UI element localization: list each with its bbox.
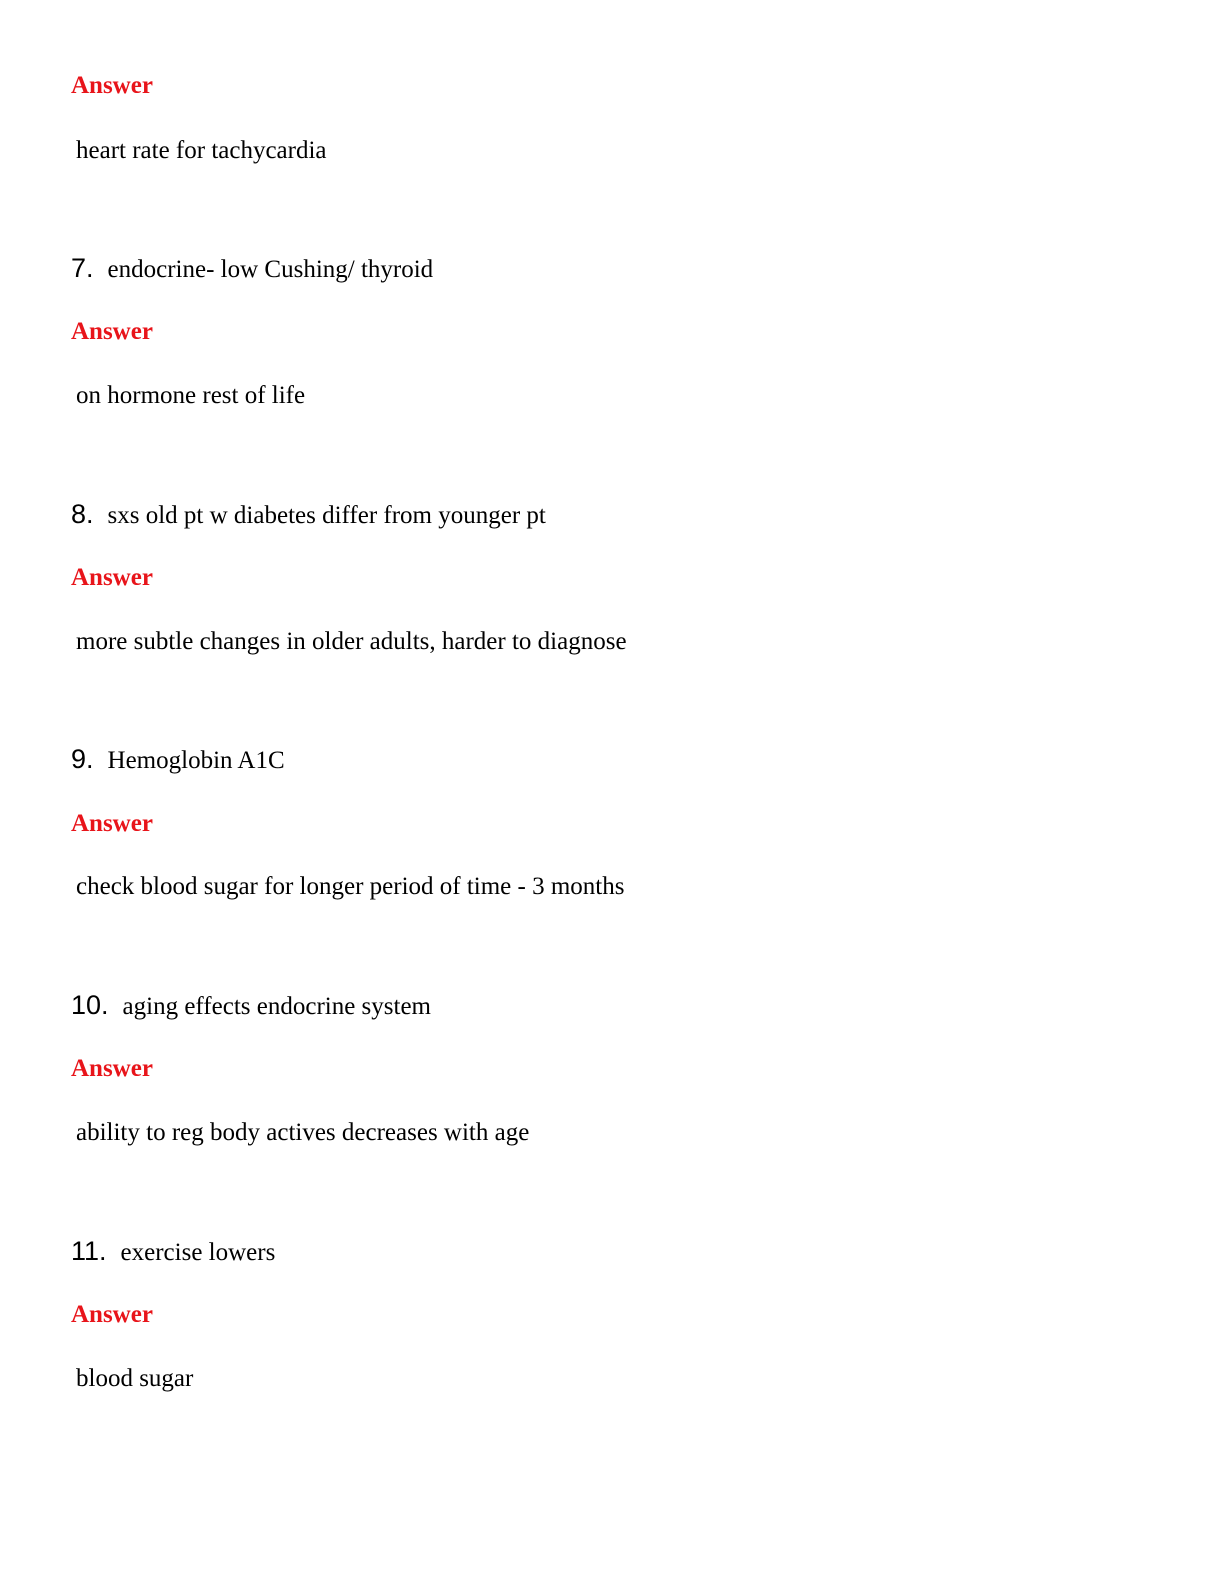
answer-text: heart rate for tachycardia — [76, 137, 327, 164]
answer-label: Answer — [71, 1055, 153, 1082]
question — [71, 499, 546, 530]
question-text: endocrine- low Cushing/ thyroid — [107, 256, 434, 283]
answer-text: more subtle changes in older adults, harder to diagnose — [76, 628, 627, 655]
answer-label: Answer — [71, 72, 153, 99]
answer-label: Answer — [71, 810, 153, 837]
question-text: exercise lowers — [120, 1239, 276, 1266]
question-number: 10. — [71, 990, 109, 1020]
question — [71, 990, 431, 1021]
question-number: 11. — [71, 1236, 107, 1266]
question-number: 7. — [71, 253, 94, 283]
question-text: aging effects endocrine system — [122, 993, 432, 1020]
question — [71, 1236, 275, 1267]
question-number: 8. — [71, 499, 94, 529]
question — [71, 744, 285, 775]
answer-text: check blood sugar for longer period of time - 3 months — [76, 873, 625, 900]
question-text: sxs old pt w diabetes differ from younger pt — [107, 502, 546, 529]
answer-text: on hormone rest of life — [76, 382, 306, 409]
answer-label: Answer — [71, 564, 153, 591]
question-text: Hemoglobin A1C — [107, 747, 285, 774]
question-number: 9. — [71, 744, 94, 774]
answer-label: Answer — [71, 1301, 153, 1328]
answer-text: blood sugar — [76, 1365, 194, 1392]
question — [71, 253, 433, 284]
answer-label: Answer — [71, 318, 153, 345]
answer-text: ability to reg body actives decreases with age — [76, 1119, 530, 1146]
